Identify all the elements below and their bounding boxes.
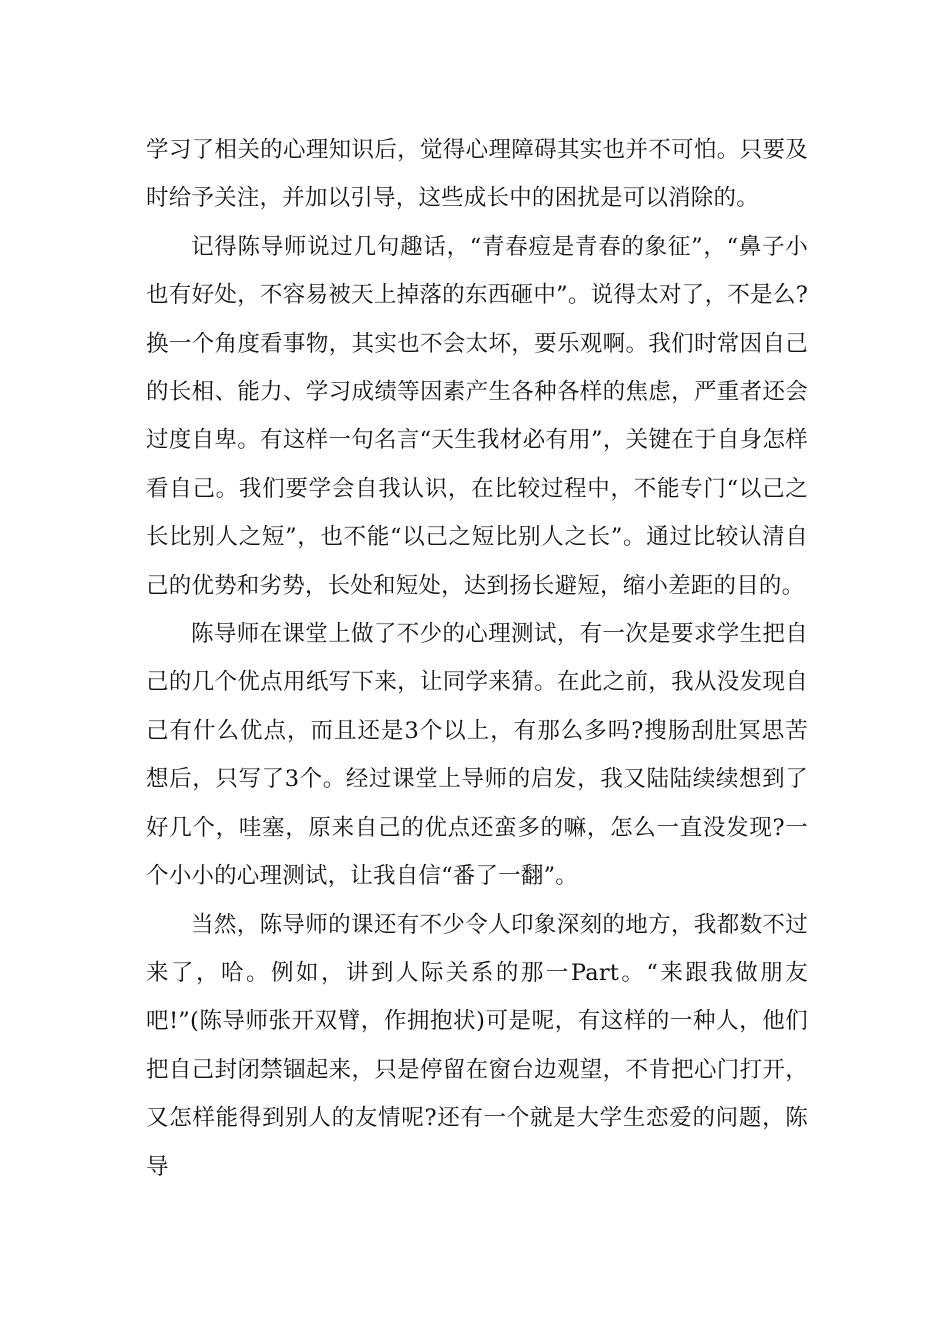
- paragraph-4: 当然，陈导师的课还有不少令人印象深刻的地方，我都数不过来了，哈。例如，讲到人际关系的那一Part。“来跟我做朋友吧!”(陈导师张开双臂，作拥抱状)可是呢，有这样的一种人，他们把自己封闭禁锢起来，只是停留在窗台边观望，不肯把心门打开，又怎样能得到别人的友情呢?还有一个就是大学生恋爱的问题，陈导: [146, 911, 808, 1180]
- paragraph-2: 记得陈导师说过几句趣话，“青春痘是青春的象征”，“鼻子小也有好处，不容易被天上掉落的东西砸中”。说得太对了，不是么?换一个角度看事物，其实也不会太坏，要乐观啊。我们时常因自己的长相、能力、学习成绩等因素产生各种各样的焦虑，严重者还会过度自卑。有这样一句名言“天生我材必有用”，关键在于自身怎样看自己。我们要学会自我认识，在比较过程中，不能专门“以己之长比别人之短”，也不能“以己之短比别人之长”。通过比较认清自己的优势和劣势，长处和短处，达到扬长避短，缩小差距的目的。: [146, 233, 808, 599]
- document-body: [146, 126, 808, 1191]
- paragraph-3: 陈导师在课堂上做了不少的心理测试，有一次是要求学生把自己的几个优点用纸写下来，让同学来猜。在此之前，我从没发现自己有什么优点，而且还是3个以上，有那么多吗?搜肠刮肚冥思苦想后，只写了3个。经过课堂上导师的启发，我又陆陆续续想到了好几个，哇塞，原来自己的优点还蛮多的嘛，怎么一直没发现?一个小小的心理测试，让我自信“番了一翻”。: [146, 621, 808, 890]
- paragraph-1: 学习了相关的心理知识后，觉得心理障碍其实也并不可怕。只要及时给予关注，并加以引导，这些成长中的困扰是可以消除的。: [146, 137, 808, 212]
